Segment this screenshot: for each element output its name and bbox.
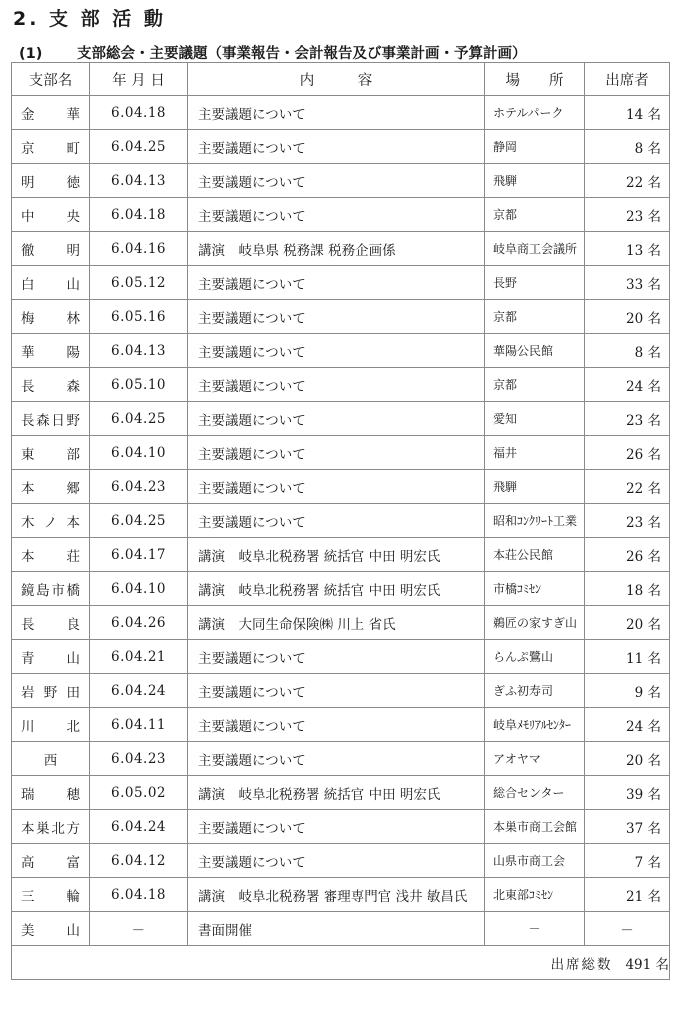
table-row [12, 334, 670, 368]
header-content: 内 容 [188, 63, 485, 96]
date-cell: 6.05.10 [90, 368, 188, 402]
total-value: 491 名 [625, 956, 669, 973]
attendees-cell: 26 名 [585, 436, 670, 470]
section-heading: 2. 支 部 活 動 [13, 8, 166, 30]
table-row [12, 164, 670, 198]
branch-activity-table [11, 62, 670, 980]
date-cell: 6.04.23 [90, 742, 188, 776]
attendees-cell: 22 名 [585, 164, 670, 198]
date-cell: 6.04.13 [90, 164, 188, 198]
content-cell: 講演 岐阜北税務署 統括官 中田 明宏氏 [188, 538, 485, 572]
table-row [12, 402, 670, 436]
date-cell: 6.04.23 [90, 470, 188, 504]
content-cell: 主要議題について [188, 368, 485, 402]
date-cell: 6.04.24 [90, 810, 188, 844]
date-cell: 6.05.12 [90, 266, 188, 300]
table-row [12, 504, 670, 538]
attendees-cell: 39 名 [585, 776, 670, 810]
branch-name-cell: 西 [12, 742, 90, 776]
place-cell: 長野 [485, 266, 585, 300]
branch-name-cell: 徹明 [12, 232, 90, 266]
content-cell: 主要議題について [188, 640, 485, 674]
attendees-cell: － [585, 912, 670, 946]
place-cell: 華陽公民館 [485, 334, 585, 368]
place-cell: 京都 [485, 198, 585, 232]
attendees-cell: 9 名 [585, 674, 670, 708]
date-cell: 6.04.12 [90, 844, 188, 878]
sub-heading [13, 42, 527, 63]
branch-name-cell: 中央 [12, 198, 90, 232]
table-row [12, 776, 670, 810]
attendees-cell: 8 名 [585, 130, 670, 164]
attendees-cell: 20 名 [585, 606, 670, 640]
content-cell: 主要議題について [188, 402, 485, 436]
table-row [12, 674, 670, 708]
table-row [12, 368, 670, 402]
branch-name-cell: 東部 [12, 436, 90, 470]
sub-heading-text: 支部総会・主要議題（事業報告・会計報告及び事業計画・予算計画） [77, 46, 527, 62]
date-cell: 6.04.18 [90, 96, 188, 130]
date-cell: 6.04.26 [90, 606, 188, 640]
content-cell: 主要議題について [188, 96, 485, 130]
branch-name-cell: 青山 [12, 640, 90, 674]
place-cell: 福井 [485, 436, 585, 470]
date-cell: 6.04.25 [90, 504, 188, 538]
date-cell: 6.04.10 [90, 572, 188, 606]
content-cell: 主要議題について [188, 300, 485, 334]
place-cell: 昭和ｺﾝｸﾘｰﾄ工業 [485, 504, 585, 538]
content-cell: 主要議題について [188, 130, 485, 164]
table-row [12, 844, 670, 878]
branch-name-cell: 本荘 [12, 538, 90, 572]
branch-name-cell: 長森日野 [12, 402, 90, 436]
attendees-cell: 37 名 [585, 810, 670, 844]
place-cell: 京都 [485, 368, 585, 402]
branch-name-cell: 明徳 [12, 164, 90, 198]
branch-name-cell: 梅林 [12, 300, 90, 334]
branch-name-cell: 長良 [12, 606, 90, 640]
place-cell: 静岡 [485, 130, 585, 164]
content-cell: 主要議題について [188, 470, 485, 504]
table-row [12, 130, 670, 164]
place-cell: らんぷ鷺山 [485, 640, 585, 674]
table-row [12, 470, 670, 504]
attendees-cell: 22 名 [585, 470, 670, 504]
date-cell: 6.04.25 [90, 402, 188, 436]
attendees-cell: 23 名 [585, 402, 670, 436]
branch-name-cell: 川北 [12, 708, 90, 742]
date-cell: 6.04.18 [90, 878, 188, 912]
content-cell: 講演 岐阜北税務署 統括官 中田 明宏氏 [188, 572, 485, 606]
place-cell: ぎふ初寿司 [485, 674, 585, 708]
content-cell: 書面開催 [188, 912, 485, 946]
total-cell [12, 946, 670, 980]
table-row [12, 266, 670, 300]
date-cell: 6.05.02 [90, 776, 188, 810]
table-body [12, 96, 670, 946]
date-cell: 6.05.16 [90, 300, 188, 334]
branch-name-cell: 京町 [12, 130, 90, 164]
date-cell: 6.04.13 [90, 334, 188, 368]
place-cell: 市橋ｺﾐｾﾝ [485, 572, 585, 606]
header-date: 年 月 日 [90, 63, 188, 96]
place-cell: アオヤマ [485, 742, 585, 776]
table-row [12, 708, 670, 742]
attendees-cell: 20 名 [585, 300, 670, 334]
attendees-cell: 20 名 [585, 742, 670, 776]
branch-name-cell: 本郷 [12, 470, 90, 504]
branch-name-cell: 金華 [12, 96, 90, 130]
attendees-cell: 13 名 [585, 232, 670, 266]
place-cell: 山県市商工会 [485, 844, 585, 878]
branch-name-cell: 美山 [12, 912, 90, 946]
branch-name-cell: 高富 [12, 844, 90, 878]
table-row [12, 606, 670, 640]
content-cell: 主要議題について [188, 164, 485, 198]
date-cell: 6.04.17 [90, 538, 188, 572]
date-cell: 6.04.16 [90, 232, 188, 266]
table-row [12, 300, 670, 334]
table-row [12, 572, 670, 606]
branch-name-cell: 鏡島市橋 [12, 572, 90, 606]
branch-name-cell: 長森 [12, 368, 90, 402]
table-row [12, 436, 670, 470]
date-cell: 6.04.11 [90, 708, 188, 742]
total-row [12, 946, 670, 980]
content-cell: 主要議題について [188, 504, 485, 538]
header-attendees: 出席者 [585, 63, 670, 96]
attendees-cell: 8 名 [585, 334, 670, 368]
place-cell: 鵜匠の家すぎ山 [485, 606, 585, 640]
date-cell: 6.04.10 [90, 436, 188, 470]
header-place: 場 所 [485, 63, 585, 96]
table-row [12, 742, 670, 776]
attendees-cell: 14 名 [585, 96, 670, 130]
sub-heading-number: (1) [19, 46, 43, 62]
date-cell: 6.04.21 [90, 640, 188, 674]
date-cell: － [90, 912, 188, 946]
place-cell: － [485, 912, 585, 946]
content-cell: 主要議題について [188, 674, 485, 708]
place-cell: 岐阜ﾒﾓﾘｱﾙｾﾝﾀｰ [485, 708, 585, 742]
place-cell: 総合センター [485, 776, 585, 810]
content-cell: 講演 岐阜北税務署 審理専門官 浅井 敏昌氏 [188, 878, 485, 912]
table-row [12, 878, 670, 912]
place-cell: 飛騨 [485, 164, 585, 198]
content-cell: 主要議題について [188, 198, 485, 232]
place-cell: 京都 [485, 300, 585, 334]
place-cell: 本荘公民館 [485, 538, 585, 572]
attendees-cell: 11 名 [585, 640, 670, 674]
place-cell: ホテルパーク [485, 96, 585, 130]
place-cell: 北東部ｺﾐｾﾝ [485, 878, 585, 912]
table-row [12, 232, 670, 266]
attendees-cell: 24 名 [585, 368, 670, 402]
table-row [12, 810, 670, 844]
header-branch: 支部名 [12, 63, 90, 96]
date-cell: 6.04.25 [90, 130, 188, 164]
branch-name-cell: 本巣北方 [12, 810, 90, 844]
table-row [12, 198, 670, 232]
date-cell: 6.04.24 [90, 674, 188, 708]
attendees-cell: 33 名 [585, 266, 670, 300]
place-cell: 本巣市商工会館 [485, 810, 585, 844]
branch-name-cell: 白山 [12, 266, 90, 300]
attendees-cell: 7 名 [585, 844, 670, 878]
table-row [12, 640, 670, 674]
content-cell: 主要議題について [188, 708, 485, 742]
content-cell: 主要議題について [188, 844, 485, 878]
attendees-cell: 18 名 [585, 572, 670, 606]
content-cell: 講演 大同生命保険㈱ 川上 省氏 [188, 606, 485, 640]
branch-name-cell: 岩野田 [12, 674, 90, 708]
content-cell: 主要議題について [188, 436, 485, 470]
content-cell: 講演 岐阜北税務署 統括官 中田 明宏氏 [188, 776, 485, 810]
table-row [12, 538, 670, 572]
branch-name-cell: 瑞穂 [12, 776, 90, 810]
attendees-cell: 21 名 [585, 878, 670, 912]
branch-name-cell: 木ノ本 [12, 504, 90, 538]
table-row [12, 96, 670, 130]
place-cell: 岐阜商工会議所 [485, 232, 585, 266]
date-cell: 6.04.18 [90, 198, 188, 232]
place-cell: 愛知 [485, 402, 585, 436]
content-cell: 主要議題について [188, 742, 485, 776]
attendees-cell: 23 名 [585, 504, 670, 538]
content-cell: 主要議題について [188, 334, 485, 368]
place-cell: 飛騨 [485, 470, 585, 504]
table-row [12, 912, 670, 946]
total-label: 出席総数 [550, 956, 613, 973]
attendees-cell: 26 名 [585, 538, 670, 572]
branch-name-cell: 三輪 [12, 878, 90, 912]
content-cell: 主要議題について [188, 266, 485, 300]
content-cell: 講演 岐阜県 税務課 税務企画係 [188, 232, 485, 266]
attendees-cell: 23 名 [585, 198, 670, 232]
attendees-cell: 24 名 [585, 708, 670, 742]
branch-name-cell: 華陽 [12, 334, 90, 368]
content-cell: 主要議題について [188, 810, 485, 844]
table-header-row [12, 63, 670, 96]
